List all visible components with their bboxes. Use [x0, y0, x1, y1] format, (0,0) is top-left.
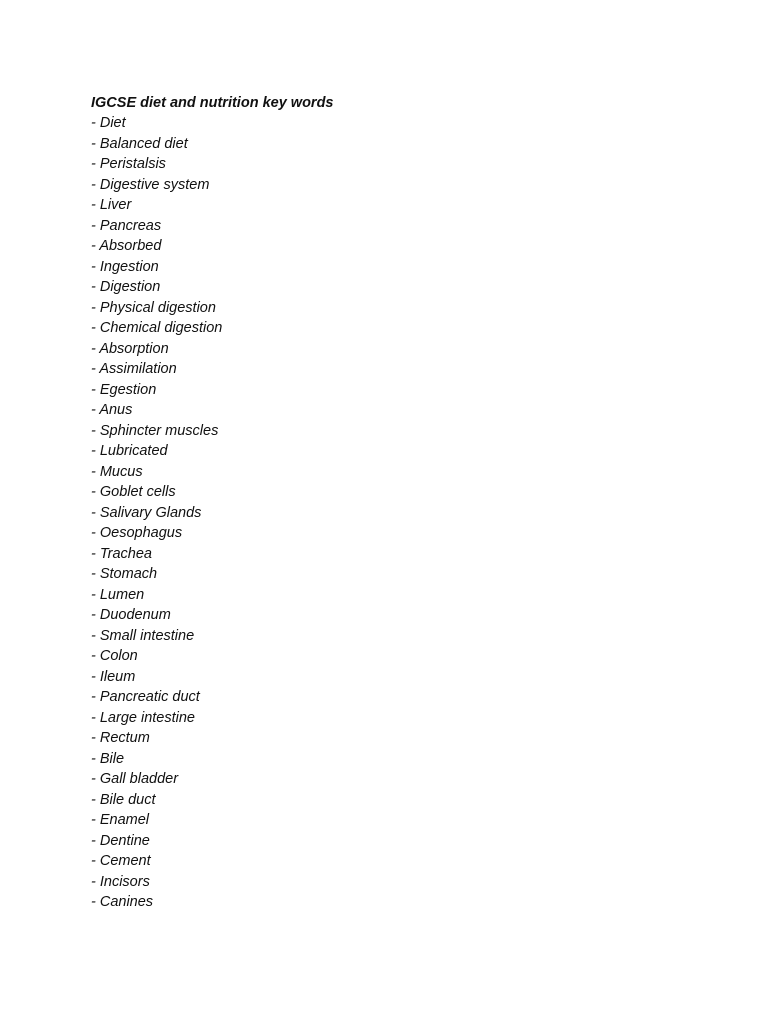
key-word-item: - Bile	[91, 750, 125, 767]
key-word-item: - Liver	[91, 197, 132, 213]
key-word-item: - Ingestion	[91, 258, 159, 275]
key-word-item: - Chemical digestion	[91, 320, 223, 336]
key-word-item: - Bile duct	[91, 791, 156, 808]
key-word-item: - Anus	[91, 402, 133, 418]
key-word-item: - Balanced diet	[91, 135, 188, 152]
key-word-item: - Pancreas	[91, 217, 162, 234]
key-word-item: - Oesophagus	[91, 525, 183, 541]
key-word-item: - Goblet cells	[91, 484, 176, 500]
key-word-item: - Mucus	[91, 463, 143, 480]
key-word-item: - Sphincter muscles	[91, 422, 219, 439]
key-word-item: - Physical digestion	[91, 299, 216, 316]
key-word-item: - Pancreatic duct	[91, 689, 200, 705]
key-word-item: - Cement	[91, 853, 151, 869]
key-word-item: - Lumen	[91, 586, 145, 603]
key-word-item: - Stomach	[91, 566, 158, 582]
key-word-item: - Dentine	[91, 832, 150, 849]
key-word-item: - Diet	[91, 115, 126, 131]
key-word-item: - Peristalsis	[91, 156, 166, 172]
key-word-item: - Enamel	[91, 812, 150, 828]
key-word-item: - Small intestine	[91, 627, 195, 644]
key-word-item: - Rectum	[91, 730, 150, 746]
key-word-item: - Egestion	[91, 381, 157, 398]
key-word-list	[91, 113, 334, 913]
key-word-item: - Ileum	[91, 668, 136, 685]
key-word-item: - Digestive system	[91, 176, 210, 193]
key-word-item: - Incisors	[91, 873, 150, 890]
key-word-item: - Trachea	[91, 545, 152, 562]
document-content	[91, 93, 334, 913]
key-word-item: - Lubricated	[91, 443, 168, 459]
key-word-item: - Digestion	[91, 279, 161, 295]
key-word-item: - Absorbed	[91, 238, 162, 254]
key-word-item: - Absorption	[91, 340, 169, 357]
key-word-item: - Gall bladder	[91, 771, 179, 787]
key-word-item: - Salivary Glands	[91, 504, 202, 521]
key-word-item: - Large intestine	[91, 709, 195, 726]
key-word-item: - Duodenum	[91, 607, 171, 623]
key-word-item: - Assimilation	[91, 361, 177, 377]
document-title: IGCSE diet and nutrition key words	[91, 95, 334, 111]
key-word-item: - Colon	[91, 648, 138, 664]
key-word-item: - Canines	[91, 894, 154, 910]
